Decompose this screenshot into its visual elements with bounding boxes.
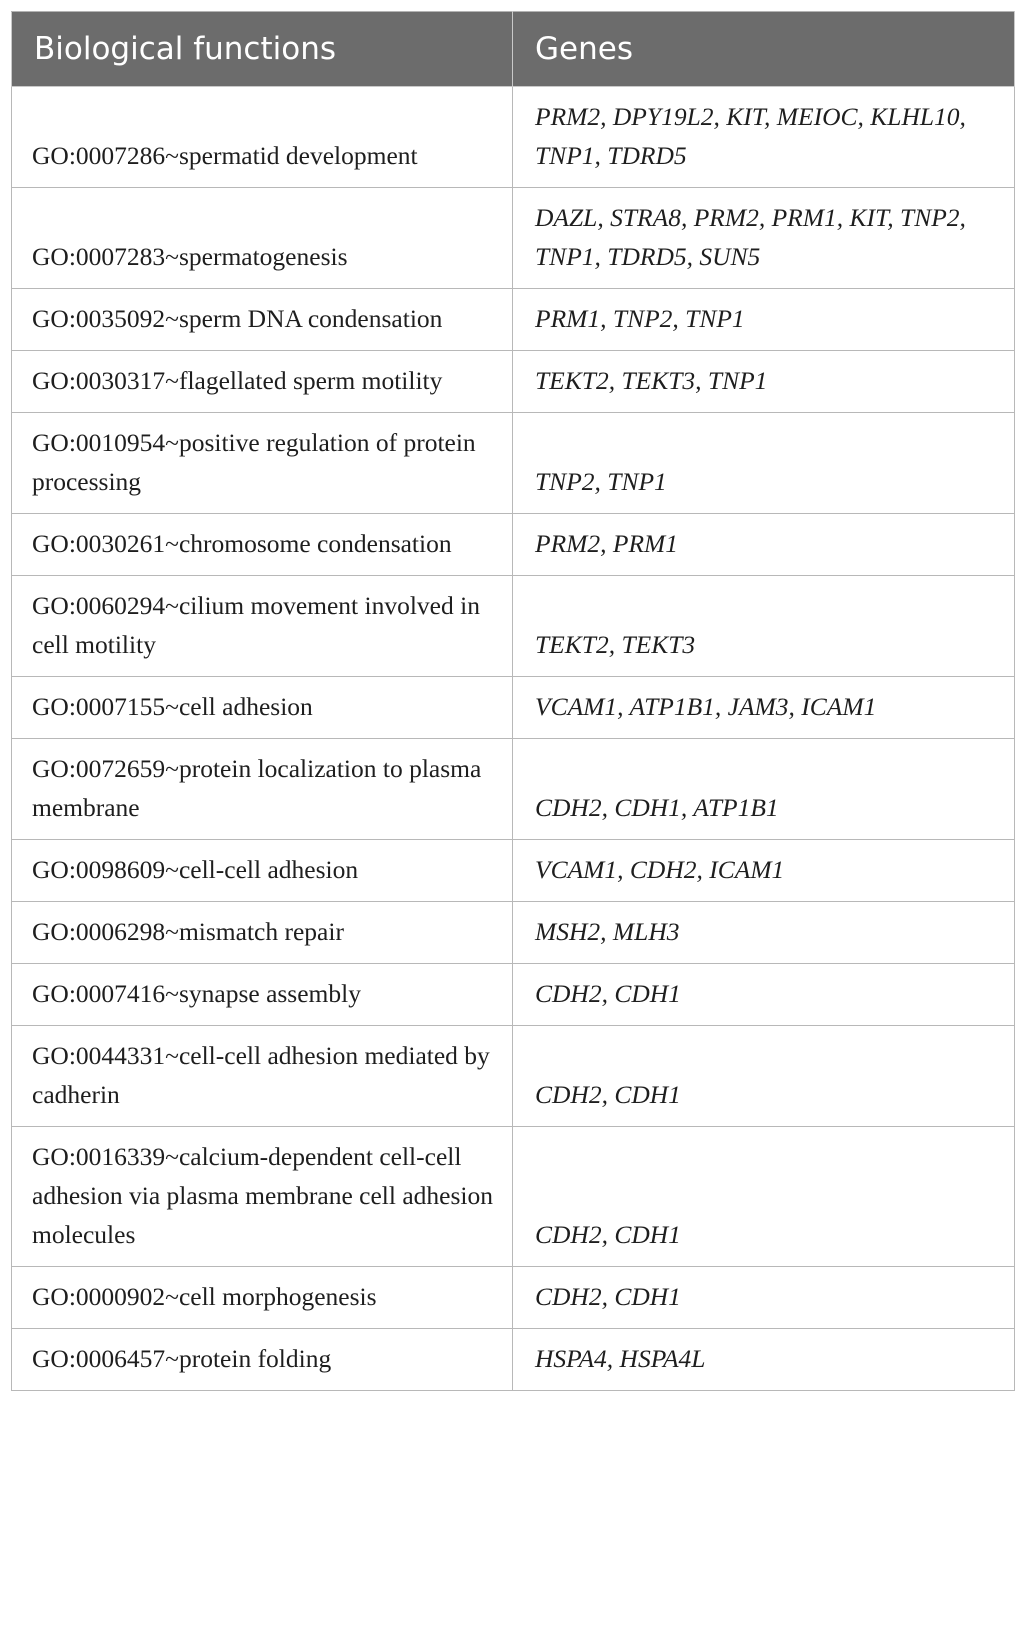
table-row (12, 840, 1015, 902)
table-row (12, 188, 1015, 289)
table-row (12, 1026, 1015, 1127)
genes-cell: VCAM1, CDH2, ICAM1 (513, 840, 1015, 902)
genes-cell: CDH2, CDH1 (513, 1267, 1015, 1329)
function-cell: GO:0006457~protein folding (12, 1329, 513, 1391)
header-biological-functions: Biological functions (12, 12, 513, 87)
genes-cell: CDH2, CDH1 (513, 964, 1015, 1026)
table-row (12, 964, 1015, 1026)
genes-cell: DAZL, STRA8, PRM2, PRM1, KIT, TNP2, TNP1, TDRD5, SUN5 (513, 188, 1015, 289)
function-cell: GO:0016339~calcium-dependent cell-cell adhesion via plasma membrane cell adhesion molecules (12, 1127, 513, 1267)
genes-cell: TEKT2, TEKT3 (513, 576, 1015, 677)
table-row (12, 576, 1015, 677)
function-cell: GO:0007416~synapse assembly (12, 964, 513, 1026)
genes-cell: CDH2, CDH1 (513, 1127, 1015, 1267)
table-row (12, 677, 1015, 739)
genes-cell: TNP2, TNP1 (513, 413, 1015, 514)
genes-cell: PRM2, DPY19L2, KIT, MEIOC, KLHL10, TNP1, TDRD5 (513, 87, 1015, 188)
table-row (12, 87, 1015, 188)
function-cell: GO:0007283~spermatogenesis (12, 188, 513, 289)
genes-cell: PRM2, PRM1 (513, 514, 1015, 576)
table-row (12, 739, 1015, 840)
table-row (12, 351, 1015, 413)
table-row (12, 1329, 1015, 1391)
table-row (12, 902, 1015, 964)
function-cell: GO:0030317~flagellated sperm motility (12, 351, 513, 413)
function-cell: GO:0000902~cell morphogenesis (12, 1267, 513, 1329)
go-enrichment-table (11, 11, 1015, 1391)
genes-cell: CDH2, CDH1, ATP1B1 (513, 739, 1015, 840)
header-genes: Genes (513, 12, 1015, 87)
function-cell: GO:0010954~positive regulation of protein processing (12, 413, 513, 514)
table-row (12, 413, 1015, 514)
function-cell: GO:0035092~sperm DNA condensation (12, 289, 513, 351)
table-row (12, 514, 1015, 576)
function-cell: GO:0007286~spermatid development (12, 87, 513, 188)
genes-cell: MSH2, MLH3 (513, 902, 1015, 964)
genes-cell: TEKT2, TEKT3, TNP1 (513, 351, 1015, 413)
function-cell: GO:0044331~cell-cell adhesion mediated by cadherin (12, 1026, 513, 1127)
table-row (12, 1267, 1015, 1329)
function-cell: GO:0006298~mismatch repair (12, 902, 513, 964)
genes-cell: CDH2, CDH1 (513, 1026, 1015, 1127)
function-cell: GO:0030261~chromosome condensation (12, 514, 513, 576)
genes-cell: VCAM1, ATP1B1, JAM3, ICAM1 (513, 677, 1015, 739)
genes-cell: PRM1, TNP2, TNP1 (513, 289, 1015, 351)
table-row (12, 289, 1015, 351)
genes-cell: HSPA4, HSPA4L (513, 1329, 1015, 1391)
function-cell: GO:0098609~cell-cell adhesion (12, 840, 513, 902)
table-row (12, 1127, 1015, 1267)
function-cell: GO:0007155~cell adhesion (12, 677, 513, 739)
function-cell: GO:0060294~cilium movement involved in cell motility (12, 576, 513, 677)
function-cell: GO:0072659~protein localization to plasma membrane (12, 739, 513, 840)
header-row (12, 12, 1015, 87)
